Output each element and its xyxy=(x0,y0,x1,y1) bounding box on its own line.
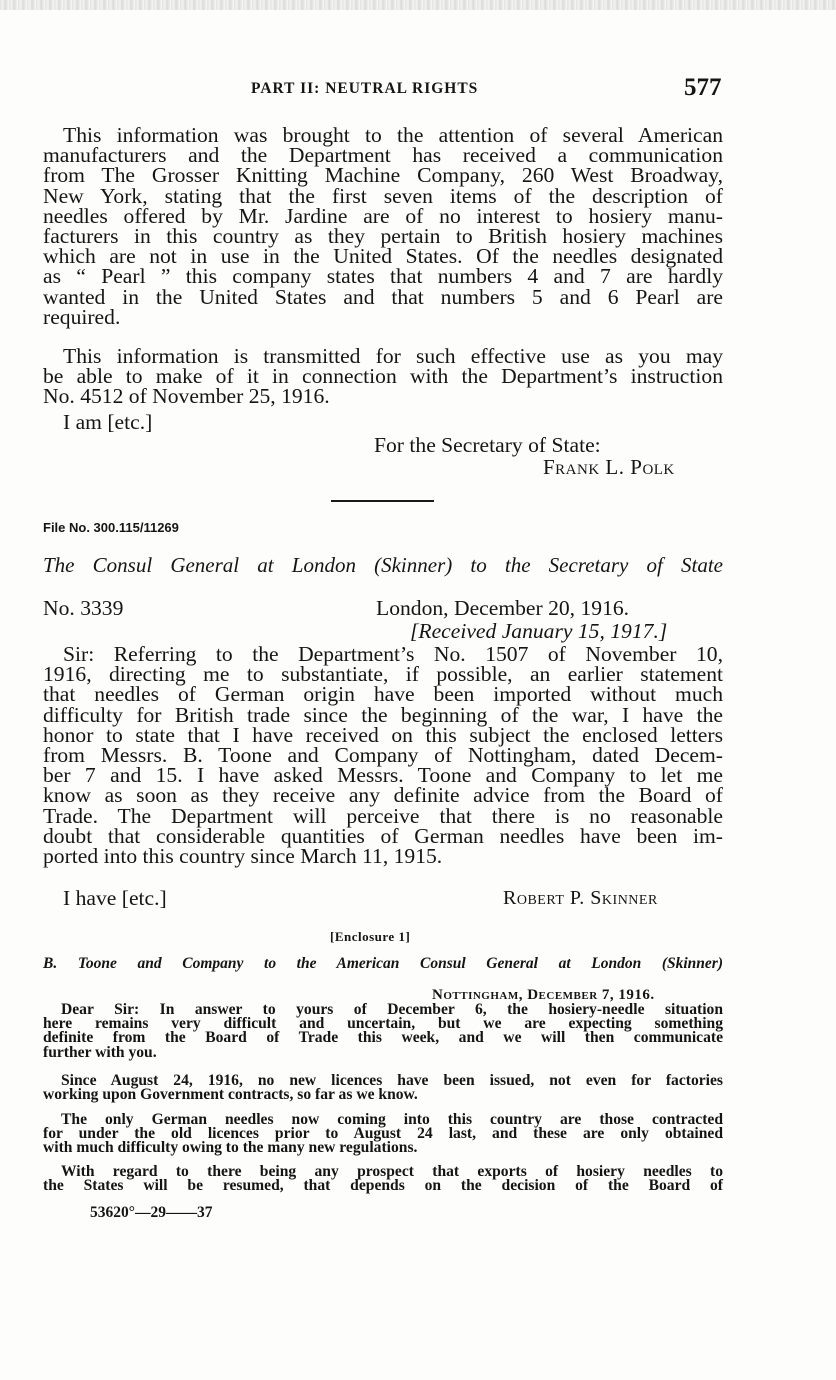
text-line: be able to make of it in connection with the Department’s instruction xyxy=(43,364,723,389)
text-line: Sir: Referring to the Department’s No. 1507 of November 10, xyxy=(63,642,723,666)
text-line: from The Grosser Knitting Machine Company, 260 West Broadway, xyxy=(43,163,723,188)
enclosure-paragraph-4 xyxy=(43,1165,723,1193)
text-line: here remains very difficult and uncertain, but we are expecting something xyxy=(43,1015,723,1033)
letter1-signature-name: Frank L. Polk xyxy=(543,455,675,479)
letter1-paragraph-1 xyxy=(43,125,723,327)
section-divider xyxy=(331,500,434,502)
text-line: Trade. The Department will perceive that there is no reasonable xyxy=(43,803,723,828)
text-line: as “ Pearl ” this company states that numbers 4 and 7 are hardly xyxy=(43,264,723,289)
text-line: Since August 24, 1916, no new licences have been issued, not even for factories xyxy=(61,1072,723,1089)
text-line: the States will be resumed, that depends on the decision of the Board of xyxy=(43,1177,723,1195)
enclosure-place-date: Nottingham, December 7, 1916. xyxy=(432,987,655,1003)
enclosure-label: [Enclosure 1] xyxy=(330,929,411,944)
text-line: doubt that considerable quantities of German needles have been im- xyxy=(43,823,723,848)
text-line: 1916, directing me to substantiate, if possible, an earlier statement xyxy=(43,662,723,687)
text-line: New York, stating that the first seven items of the description of xyxy=(43,183,723,208)
text-line: needles offered by Mr. Jardine are of no interest to hosiery manu- xyxy=(43,203,723,228)
text-line: No. 4512 of November 25, 1916. xyxy=(43,384,330,409)
text-line: definite from the Board of Trade this week, and we will then communicate xyxy=(43,1029,723,1047)
running-head: PART II: NEUTRAL RIGHTS xyxy=(251,80,479,97)
printer-signature-mark: 53620°—29——37 xyxy=(90,1204,213,1221)
text-line: ported into this country since March 11, 1915. xyxy=(43,843,443,868)
text-line: This information is transmitted for such effective use as you may xyxy=(63,344,723,368)
text-line: ber 7 and 15. I have asked Messrs. Toone and Company to let me xyxy=(43,763,723,788)
document-paragraph xyxy=(43,644,723,866)
text-line: wanted in the United States and that numbers 5 and 6 Pearl are xyxy=(43,284,723,309)
text-line: The only German needles now coming into this country are those contracted xyxy=(61,1111,723,1128)
enclosure-paragraph-1 xyxy=(43,1003,723,1060)
text-line: for under the old licences prior to August 24 last, and these are only obtained xyxy=(43,1125,723,1143)
letter1-closing: I am [etc.] xyxy=(63,410,153,434)
text-line: from Messrs. B. Toone and Company of Nottingham, dated Decem- xyxy=(43,742,723,767)
document-closing: I have [etc.] xyxy=(63,886,167,910)
letter1-paragraph-2 xyxy=(43,346,723,407)
enclosure-paragraph-3 xyxy=(43,1113,723,1156)
scan-edge xyxy=(0,0,836,10)
text-line: know as soon as they receive any definite advice from the Board of xyxy=(43,783,723,808)
text-line: difficulty for British trade since the beginning of the war, I have the xyxy=(43,702,723,727)
text-line: that needles of German origin have been imported without much xyxy=(43,682,723,707)
text-line: honor to state that I have received on this subject the enclosed letters xyxy=(43,722,723,747)
document-number: No. 3339 xyxy=(43,596,124,620)
text-line: working upon Government contracts, so far as we know. xyxy=(43,1086,418,1104)
page-number: 577 xyxy=(684,74,722,101)
text-line: Dear Sir: In answer to yours of December 6, the hosiery-needle situation xyxy=(61,1001,723,1018)
text-line: required. xyxy=(43,304,121,329)
text-line: further with you. xyxy=(43,1043,157,1061)
text-line: facturers in this country as they pertain to British hosiery machines xyxy=(43,223,723,248)
letter1-signature-for: For the Secretary of State: xyxy=(374,433,601,457)
document-signature: Robert P. Skinner xyxy=(503,887,658,909)
text-line: with much difficulty owing to the many new regulations. xyxy=(43,1139,418,1157)
text-line: With regard to there being any prospect that exports of hosiery needles to xyxy=(61,1163,723,1180)
text-line: which are not in use in the United States. Of the needles designated xyxy=(43,244,723,269)
enclosure-heading: B. Toone and Company to the American Consul General at London (Skinner) xyxy=(43,955,723,972)
text-line: manufacturers and the Department has received a communication xyxy=(43,143,723,168)
document-place-date: London, December 20, 1916. xyxy=(376,596,630,620)
document-heading: The Consul General at London (Skinner) to the Secretary of State xyxy=(43,553,723,577)
document-received-date: [Received January 15, 1917.] xyxy=(410,619,668,643)
text-line: This information was brought to the attention of several American xyxy=(63,123,723,147)
file-number: File No. 300.115/11269 xyxy=(43,520,179,535)
enclosure-paragraph-2 xyxy=(43,1074,723,1102)
